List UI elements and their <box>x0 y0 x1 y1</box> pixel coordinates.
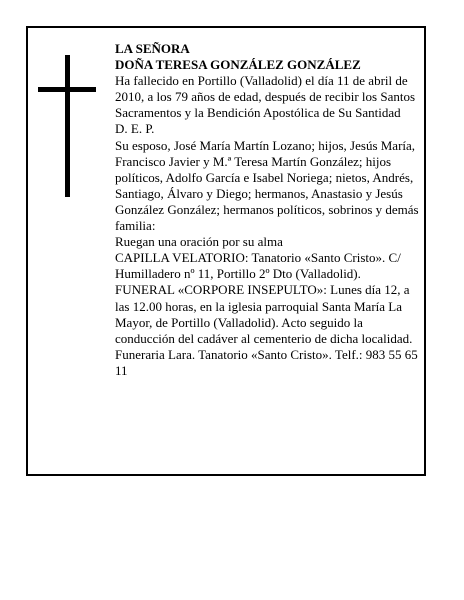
prayer-request: Ruegan una oración por su alma <box>115 234 283 250</box>
cross-icon <box>38 55 96 197</box>
family-list: Su esposo, José María Martín Lozano; hijos, Jesús María, Francisco Javier y M.ª Teresa Martín González; hijos políticos, Adolfo García e Isabel Noriega; nietos, Andrés, Santiago, Álvaro y Diego; hermanos, Anastasio y Jesús González González; hermanos políticos, sobrinos y demás familia: <box>115 137 419 234</box>
heading-title: LA SEÑORA <box>115 41 190 56</box>
notice-body <box>115 41 421 379</box>
obituary-notice <box>26 26 426 476</box>
funeral-info: FUNERAL «CORPORE INSEPULTO»: Lunes día 12, a las 12.00 horas, en la iglesia parroquial Santa María La Mayor, de Portillo (Valladolid). Acto seguido la conducción del cadáver al cementerio de dicha localidad. <box>115 282 413 346</box>
deceased-name: DOÑA TERESA GONZÁLEZ GONZÁLEZ <box>115 57 361 73</box>
cross-horizontal-bar <box>38 87 96 92</box>
cross-vertical-bar <box>65 55 70 197</box>
death-announcement: Ha fallecido en Portillo (Valladolid) el día 11 de abril de 2010, a los 79 años de edad, después de recibir los Santos Sacramentos y la Bendición Apostólica de Su Santidad <box>115 73 416 121</box>
rip-abbreviation: D. E. P. <box>115 121 155 137</box>
wake-chapel-info: CAPILLA VELATORIO: Tanatorio «Santo Cristo». C/ Humilladero nº 11, Portillo 2º Dto (Valladolid). <box>115 250 401 282</box>
funeral-home-contact: Funeraria Lara. Tanatorio «Santo Cristo». Telf.: 983 55 65 11 <box>115 346 418 378</box>
